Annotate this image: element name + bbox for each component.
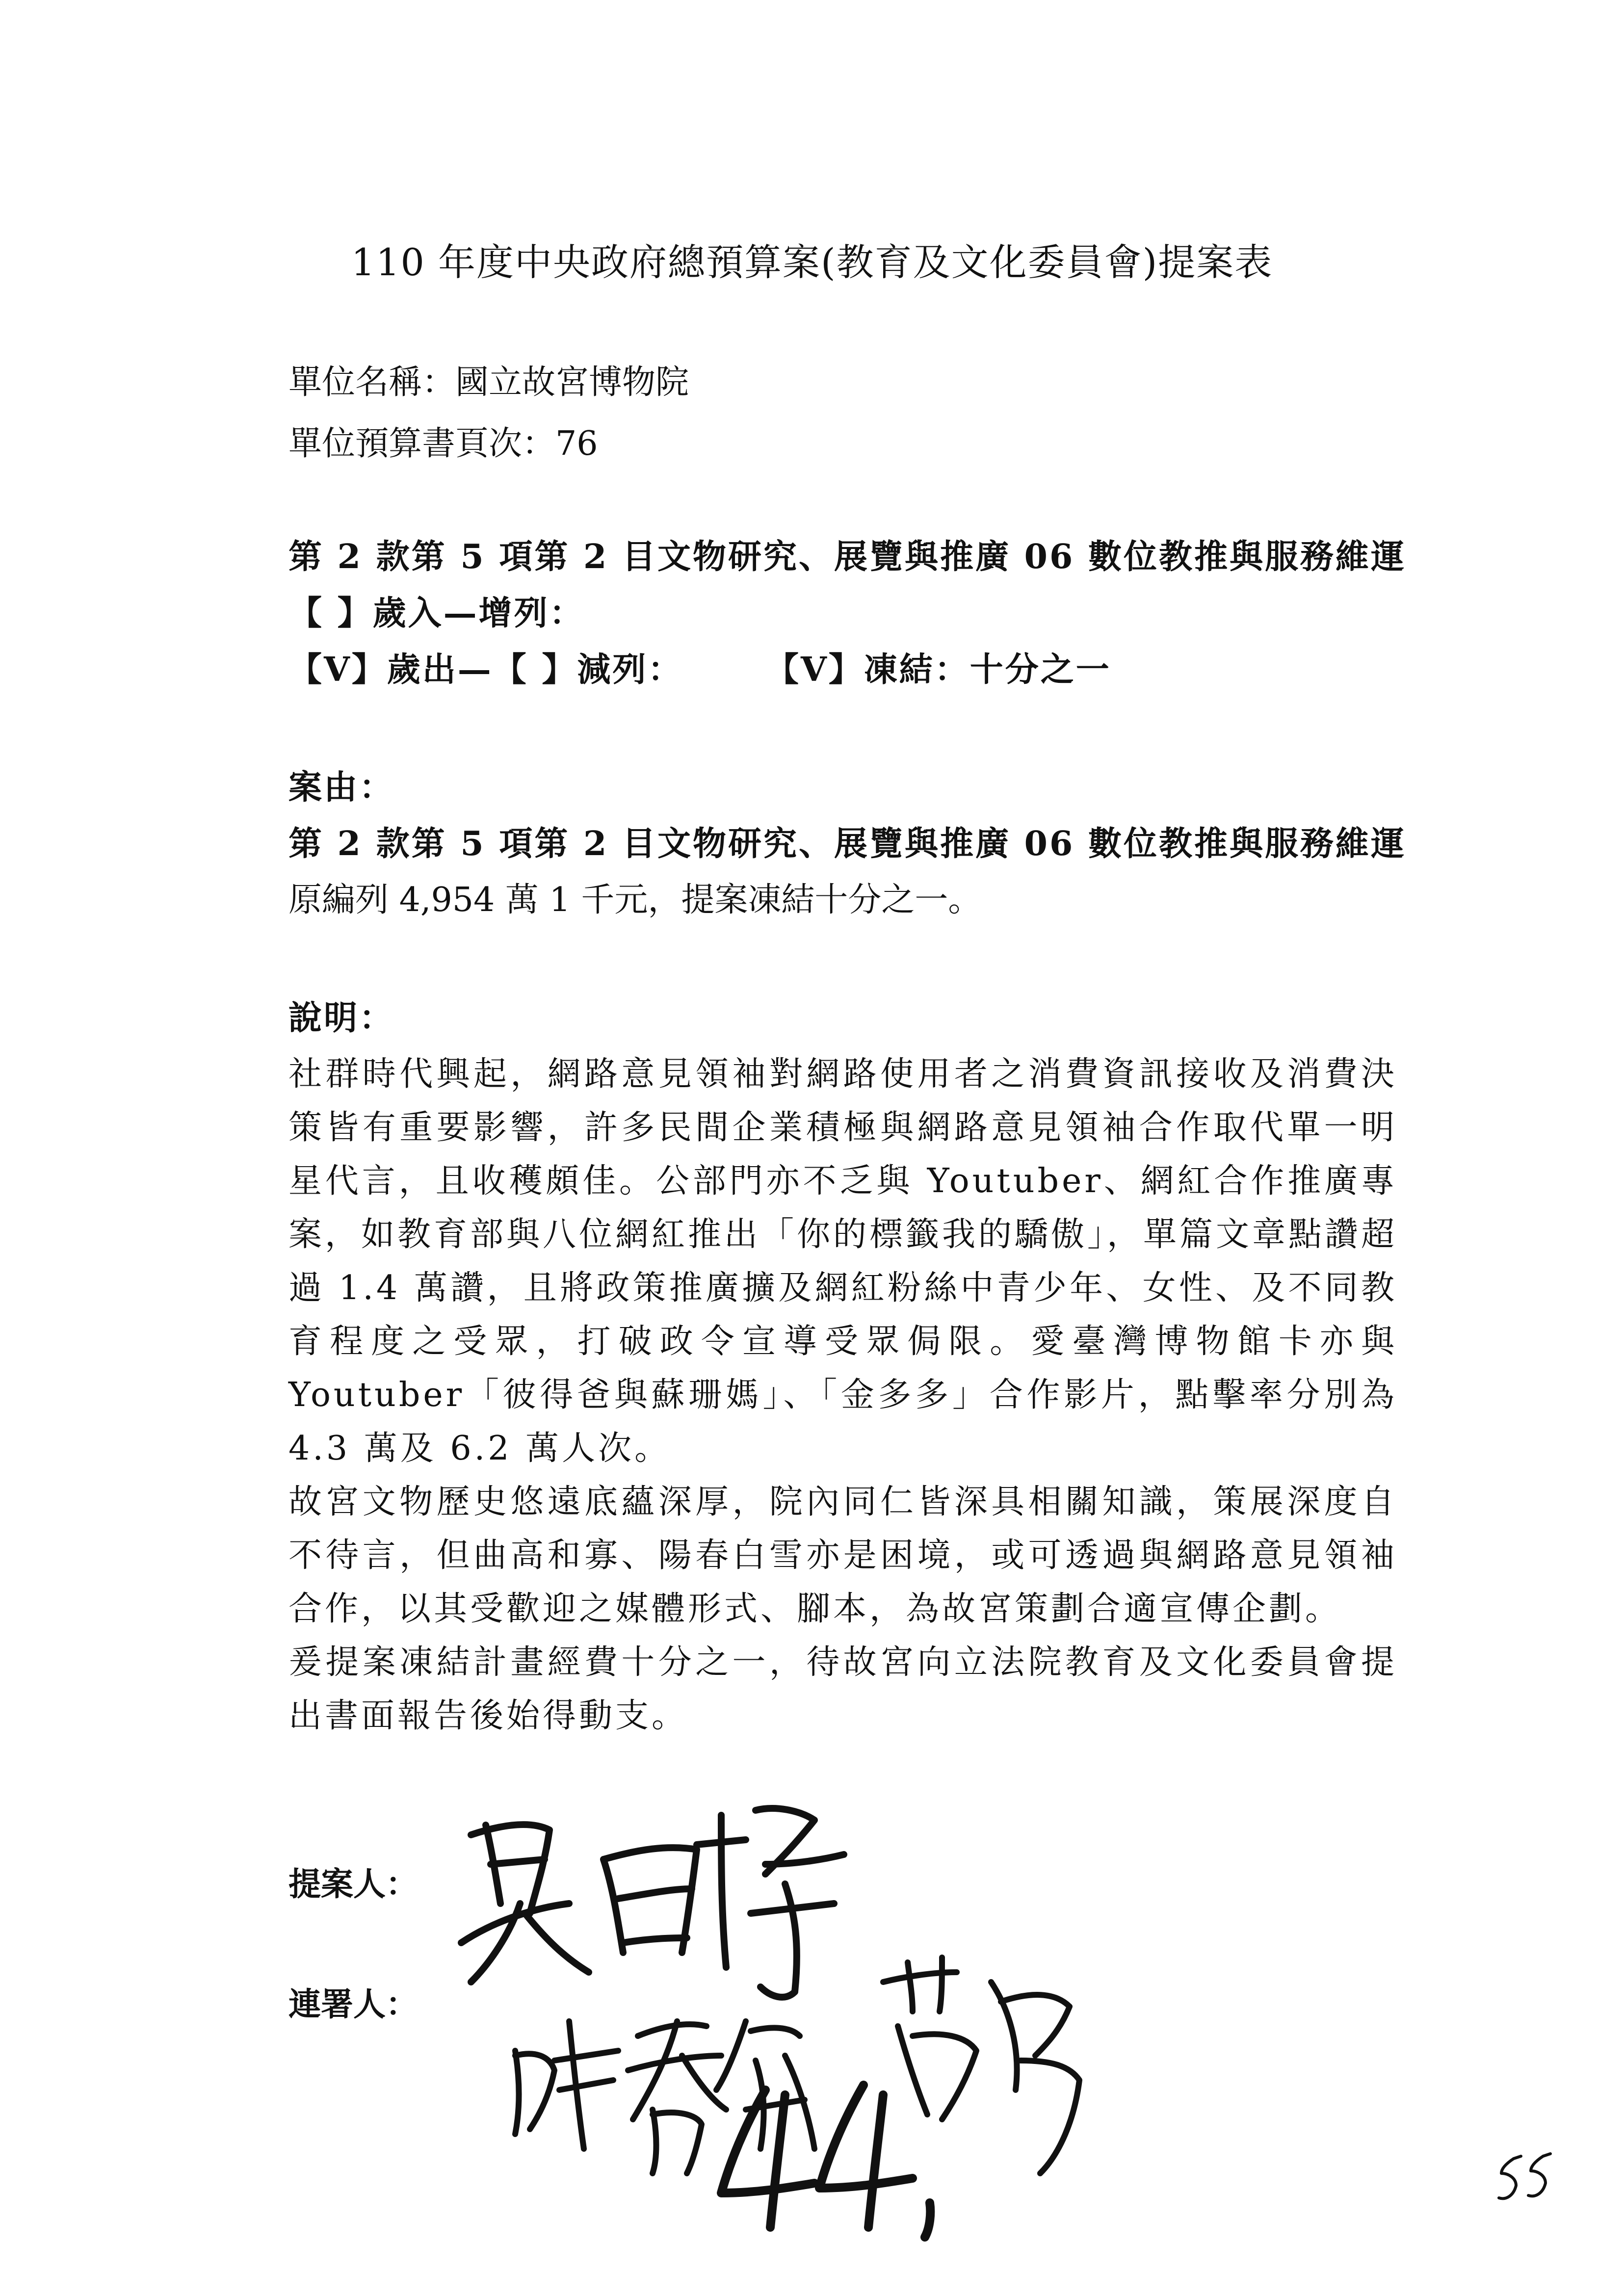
explanation-paragraph: 故宮文物歷史悠遠底蘊深厚，院內同仁皆深具相關知識，策展深度自不待言，但曲高和寡、陽春白雪亦是困境，或可透過與網路意見領袖合作，以其受歡迎之媒體形式、腳本，為故宮策劃合適宣傳企劃。 (288, 1483, 1397, 1628)
proposer-signature (461, 1808, 844, 1997)
explanation-body (288, 1047, 1397, 1743)
expenditure-line: 【V】歲出—【 】減列： (288, 650, 683, 689)
unit-page-number: 單位預算書頁次：76 (288, 424, 598, 463)
cosigner-signature-2 (883, 1957, 1079, 2173)
reason-label: 案由： (288, 768, 395, 807)
cosigner-signature-1 (515, 2021, 814, 2173)
freeze-line: 【V】凍結：十分之一 (765, 650, 1111, 689)
handwritten-page-number (1499, 2154, 1550, 2198)
proposer-label: 提案人： (288, 1865, 418, 1903)
revenue-line: 【 】歲入—增列： (288, 594, 585, 633)
reason-text: 原編列 4,954 萬 1 千元，提案凍結十分之一。 (288, 881, 982, 919)
handwritten-44 (721, 2085, 930, 2237)
unit-name: 單位名稱：國立故宮博物院 (288, 363, 689, 402)
cosigner-label: 連署人： (288, 1985, 418, 2023)
document-title: 110 年度中央政府總預算案(教育及文化委員會)提案表 (351, 240, 1273, 284)
reason-heading: 第 2 款第 5 項第 2 目文物研究、展覽與推廣 06 數位教推與服務維運 (288, 824, 1406, 863)
program-heading: 第 2 款第 5 項第 2 目文物研究、展覽與推廣 06 數位教推與服務維運 (288, 537, 1406, 576)
explanation-paragraph: 爰提案凍結計畫經費十分之一，待故宮向立法院教育及文化委員會提出書面報告後始得動支。 (288, 1643, 1397, 1735)
explanation-label: 說明： (288, 998, 395, 1038)
explanation-paragraph: 社群時代興起，網路意見領袖對網路使用者之消費資訊接收及消費決策皆有重要影響，許多民間企業積極與網路意見領袖合作取代單一明星代言，且收穫頗佳。公部門亦不乏與 Youtuber、網紅合作推廣專案，如教育部與八位網紅推出「你的標籤我的驕傲」，單篇文章點讚超過 1.4 萬讚，且將政策推廣擴及網紅粉絲中青少年、女性、及不同教育程度之受眾，打破政令宣導受眾侷限。愛臺灣博物館卡亦與 Youtuber「彼得爸與蘇珊媽」、「金多多」合作影片，點擊率分別為 4.3 萬及 6.2 萬人次。 (288, 1055, 1398, 1468)
